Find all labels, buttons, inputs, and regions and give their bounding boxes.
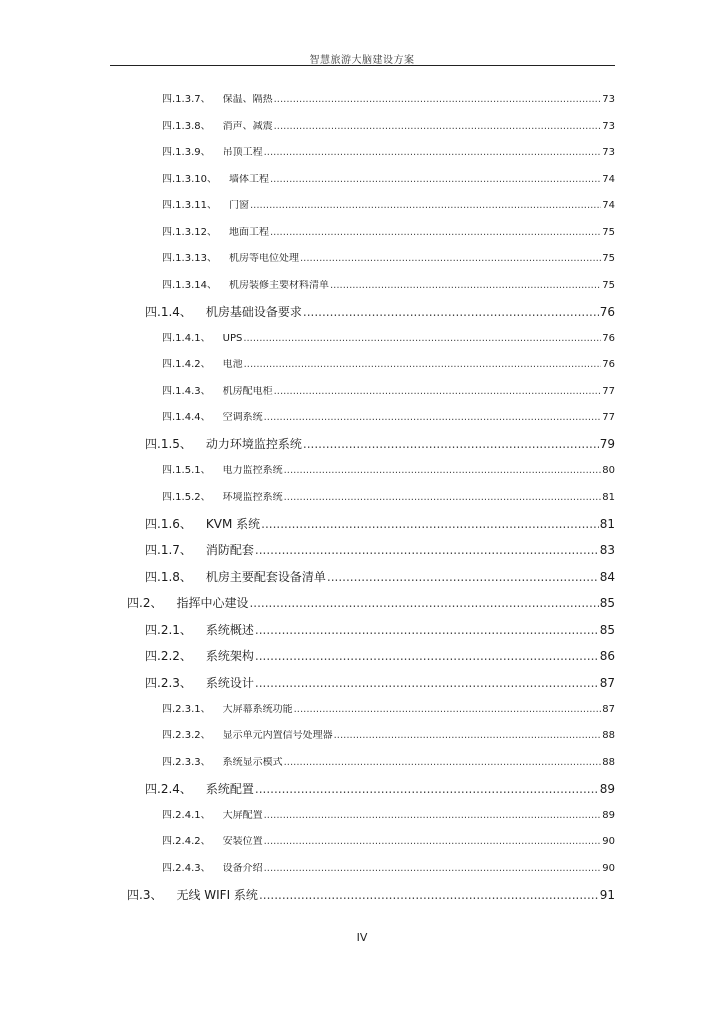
toc-entry[interactable] xyxy=(145,570,615,585)
toc-entry[interactable] xyxy=(162,730,615,742)
toc-entry[interactable] xyxy=(162,227,615,239)
page-number: IV xyxy=(356,931,368,944)
toc-entry-page: 89 xyxy=(602,809,615,821)
toc-entry[interactable] xyxy=(162,200,615,212)
toc-entry-number: 四.1.7、 xyxy=(145,543,192,557)
toc-entry-title: 系统概述 xyxy=(205,622,254,637)
toc-entry-title: 门窗 xyxy=(229,200,249,211)
toc-entry[interactable] xyxy=(145,305,615,320)
toc-entry-title: KVM 系统 xyxy=(205,516,261,531)
toc-entry[interactable] xyxy=(127,596,615,611)
toc-entry-number: 四.2.3.1、 xyxy=(162,703,211,715)
toc-dot-leader xyxy=(264,412,602,424)
toc-entry[interactable] xyxy=(162,704,615,716)
toc-entry-number: 四.2、 xyxy=(127,596,163,610)
toc-entry-number: 四.1.4.4、 xyxy=(162,412,211,423)
toc-entry-title: 系统配置 xyxy=(205,781,254,796)
toc-entry-number: 四.2.3.2、 xyxy=(162,730,211,741)
toc-entry-page: 91 xyxy=(599,887,615,902)
toc-dot-leader xyxy=(255,649,599,664)
toc-dot-leader xyxy=(300,253,601,265)
toc-entry-title: UPS xyxy=(222,332,243,344)
toc-entry-title: 设备介绍 xyxy=(222,862,263,874)
toc-dot-leader xyxy=(255,623,599,638)
toc-entry-number: 四.3、 xyxy=(127,887,163,902)
toc-entry-number: 四.1.5、 xyxy=(145,437,192,451)
toc-entry-page: 73 xyxy=(602,94,615,105)
toc-entry-title: 显示单元内置信号处理器 xyxy=(222,730,333,741)
toc-dot-leader xyxy=(303,305,599,320)
toc-entry-number: 四.2.4.3、 xyxy=(162,862,211,874)
toc-entry-title: 空调系统 xyxy=(222,412,263,423)
toc-entry[interactable] xyxy=(162,863,615,875)
toc-entry[interactable] xyxy=(162,174,615,186)
toc-entry-title: 消声、减震 xyxy=(222,120,273,132)
toc-entry[interactable] xyxy=(162,386,615,398)
toc-entry-number: 四.1.4、 xyxy=(145,304,192,319)
toc-entry-number: 四.1.3.10、 xyxy=(162,173,217,185)
toc-entry[interactable] xyxy=(145,676,615,691)
toc-dot-leader xyxy=(303,437,599,452)
toc-entry-number: 四.1.3.12、 xyxy=(162,226,217,238)
toc-dot-leader xyxy=(249,596,598,611)
toc-entry[interactable] xyxy=(162,147,615,159)
toc-entry-page: 88 xyxy=(602,730,615,741)
toc-entry-page: 73 xyxy=(602,147,615,158)
toc-dot-leader xyxy=(264,863,602,875)
toc-entry-page: 83 xyxy=(599,543,615,557)
toc-entry-number: 四.1.8、 xyxy=(145,569,192,584)
toc-entry-title: 电池 xyxy=(222,359,243,370)
toc-entry-page: 76 xyxy=(599,304,615,319)
toc-entry-number: 四.1.4.1、 xyxy=(162,332,211,344)
toc-dot-leader xyxy=(284,465,602,477)
toc-entry-title: 安装位置 xyxy=(222,836,263,847)
toc-dot-leader xyxy=(270,174,601,186)
toc-dot-leader xyxy=(274,121,602,133)
toc-entry-number: 四.2.2、 xyxy=(145,649,192,663)
toc-entry-title: 消防配套 xyxy=(205,543,254,557)
toc-entry[interactable] xyxy=(145,543,615,558)
toc-entry[interactable] xyxy=(162,810,615,822)
toc-dot-leader xyxy=(243,333,601,345)
toc-entry[interactable] xyxy=(145,517,615,532)
toc-entry-page: 88 xyxy=(602,756,615,768)
toc-entry[interactable] xyxy=(162,94,615,106)
toc-entry-page: 79 xyxy=(599,437,615,451)
toc-entry[interactable] xyxy=(162,492,615,504)
toc-entry-page: 86 xyxy=(599,649,615,663)
toc-dot-leader xyxy=(255,543,599,558)
toc-entry[interactable] xyxy=(162,253,615,265)
toc-entry-number: 四.1.3.14、 xyxy=(162,279,217,291)
toc-entry-page: 74 xyxy=(602,200,615,211)
toc-entry-page: 87 xyxy=(602,703,615,715)
toc-entry-number: 四.1.6、 xyxy=(145,516,192,531)
toc-entry-number: 四.1.5.1、 xyxy=(162,465,211,476)
toc-dot-leader xyxy=(327,570,599,585)
toc-entry-number: 四.2.4、 xyxy=(145,781,192,796)
toc-entry-number: 四.1.5.2、 xyxy=(162,491,211,503)
toc-dot-leader xyxy=(250,200,601,212)
toc-dot-leader xyxy=(264,147,602,159)
toc-entry-title: 机房基础设备要求 xyxy=(205,304,302,319)
toc-entry-page: 80 xyxy=(602,465,615,476)
toc-entry-title: 指挥中心建设 xyxy=(176,596,249,610)
toc-entry-page: 85 xyxy=(599,596,615,610)
toc-entry-page: 90 xyxy=(602,862,615,874)
toc-dot-leader xyxy=(244,359,602,371)
toc-entry-number: 四.1.4.3、 xyxy=(162,385,211,397)
toc-entry-number: 四.1.3.11、 xyxy=(162,200,217,211)
toc-entry-number: 四.1.4.2、 xyxy=(162,359,211,370)
toc-entry-page: 85 xyxy=(599,622,615,637)
toc-entry-page: 84 xyxy=(599,569,615,584)
toc-entry-number: 四.1.3.9、 xyxy=(162,147,211,158)
toc-dot-leader xyxy=(284,492,602,504)
toc-dot-leader xyxy=(255,782,599,797)
toc-entry-title: 系统显示模式 xyxy=(222,756,283,768)
toc-entry-number: 四.2.4.1、 xyxy=(162,809,211,821)
toc-entry-title: 保温、隔热 xyxy=(222,94,273,105)
toc-entry[interactable] xyxy=(162,333,615,345)
toc-entry[interactable] xyxy=(162,757,615,769)
toc-entry[interactable] xyxy=(162,412,615,424)
toc-entry-title: 吊顶工程 xyxy=(222,147,263,158)
toc-entry-page: 75 xyxy=(602,226,615,238)
toc-entry[interactable] xyxy=(145,623,615,638)
toc-entry-page: 74 xyxy=(602,173,615,185)
running-header-title: 智慧旅游大脑建设方案 xyxy=(309,55,415,66)
toc-dot-leader xyxy=(330,280,601,292)
toc-entry-title: 墙体工程 xyxy=(229,173,269,185)
toc-entry-title: 机房等电位处理 xyxy=(229,253,299,264)
toc-entry[interactable] xyxy=(145,437,615,452)
toc-entry-title: 机房配电柜 xyxy=(222,385,273,397)
toc-entry-page: 81 xyxy=(599,516,615,531)
toc-entry-number: 四.1.3.7、 xyxy=(162,94,211,105)
toc-dot-leader xyxy=(264,836,602,848)
toc-entry-title: 环境监控系统 xyxy=(222,491,283,503)
toc-entry-title: 地面工程 xyxy=(229,226,269,238)
toc-entry-number: 四.2.3.3、 xyxy=(162,756,211,768)
toc-entry-page: 89 xyxy=(599,781,615,796)
toc-entry-number: 四.2.3、 xyxy=(145,675,192,690)
toc-dot-leader xyxy=(274,94,602,106)
toc-dot-leader xyxy=(334,730,602,742)
toc-entry-page: 76 xyxy=(602,332,615,344)
toc-entry[interactable] xyxy=(162,359,615,371)
toc-entry-page: 87 xyxy=(599,675,615,690)
toc-entry[interactable] xyxy=(162,280,615,292)
toc-entry-page: 75 xyxy=(602,279,615,291)
toc-entry-number: 四.1.3.8、 xyxy=(162,120,211,132)
toc-dot-leader xyxy=(284,757,602,769)
toc-dot-leader xyxy=(264,810,602,822)
toc-entry[interactable] xyxy=(162,836,615,848)
toc-dot-leader xyxy=(270,227,601,239)
toc-entry-page: 76 xyxy=(602,359,615,370)
toc-entry-title: 无线 WIFI 系统 xyxy=(176,887,258,902)
toc-dot-leader xyxy=(274,386,602,398)
toc-entry-page: 73 xyxy=(602,120,615,132)
toc-entry[interactable] xyxy=(127,888,615,903)
toc-entry[interactable] xyxy=(145,782,615,797)
toc-entry[interactable] xyxy=(145,649,615,664)
toc-entry-title: 大屏幕系统功能 xyxy=(222,703,293,715)
toc-dot-leader xyxy=(294,704,602,716)
toc-entry[interactable] xyxy=(162,121,615,133)
toc-dot-leader xyxy=(261,517,599,532)
toc-entry-title: 大屏配置 xyxy=(222,809,263,821)
toc-entry-page: 77 xyxy=(602,412,615,423)
toc-dot-leader xyxy=(255,676,599,691)
toc-entry-title: 系统设计 xyxy=(205,675,254,690)
toc-entry[interactable] xyxy=(162,465,615,477)
toc-entry-title: 机房主要配套设备清单 xyxy=(205,569,326,584)
toc-entry-title: 电力监控系统 xyxy=(222,465,283,476)
toc-entry-page: 77 xyxy=(602,385,615,397)
toc-entry-page: 90 xyxy=(602,836,615,847)
toc-entry-title: 动力环境监控系统 xyxy=(205,437,302,451)
toc-entry-number: 四.1.3.13、 xyxy=(162,253,217,264)
toc-entry-title: 机房装修主要材料清单 xyxy=(229,279,329,291)
toc-entry-page: 75 xyxy=(602,253,615,264)
toc-entry-number: 四.2.1、 xyxy=(145,622,192,637)
toc-entry-title: 系统架构 xyxy=(205,649,254,663)
toc-dot-leader xyxy=(259,888,599,903)
toc-entry-number: 四.2.4.2、 xyxy=(162,836,211,847)
toc-entry-page: 81 xyxy=(602,491,615,503)
